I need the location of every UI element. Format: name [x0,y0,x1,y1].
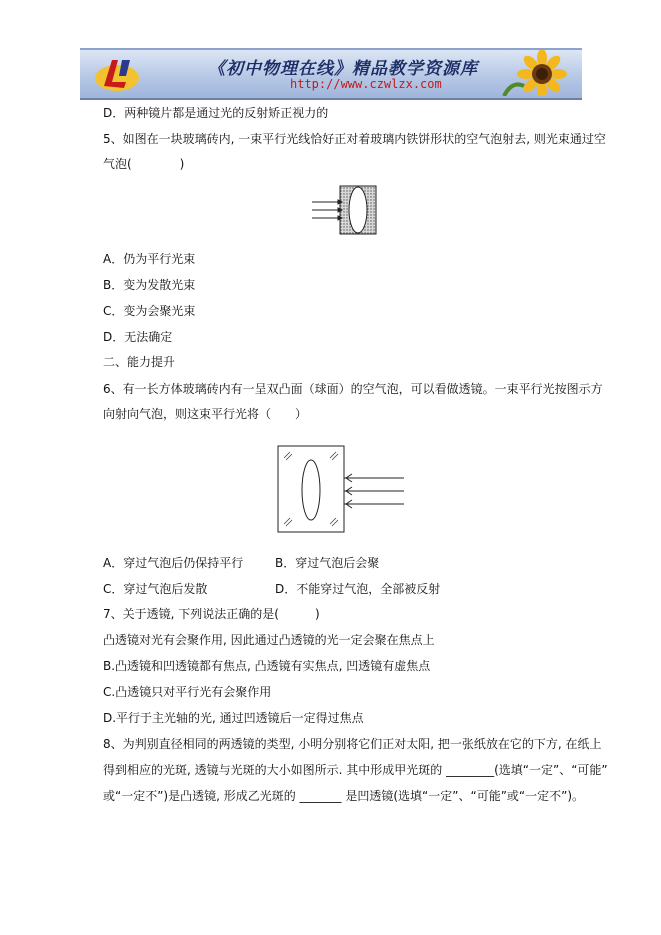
q5-stem-line2: 气泡( ) [103,157,185,171]
section-heading: 二、能力提升 [103,355,176,369]
banner-url[interactable]: http://www.czwlzx.com [290,77,442,91]
q8-stem-line3: 或“一定不”)是凸透镜, 形成乙光斑的 _______ 是凹透镜(选填“一定”、“可能”或“一定不”)。 [103,789,585,803]
q6-figure [276,444,408,534]
q6-stem-line1: 6、有一长方体玻璃砖内有一呈双凸面（球面）的空气泡，可以看做透镜。一束平行光按图示方 [103,382,603,396]
header-banner [80,48,582,100]
q5-option-b: B．变为发散光束 [103,278,196,292]
q6-option-c: C．穿过气泡后发散 [103,582,208,596]
q8-stem-line1: 8、为判别直径相同的两透镜的类型, 小明分别将它们正对太阳, 把一张纸放在它的下方, 在纸上 [103,737,602,751]
q6-option-d: D．不能穿过气泡，全部被反射 [275,582,441,596]
light-rays [312,200,342,220]
q7-option-a: 凸透镜对光有会聚作用, 因此通过凸透镜的光一定会聚在焦点上 [103,633,435,647]
q5-option-d: D．无法确定 [103,330,173,344]
q5-option-a: A．仍为平行光束 [103,252,196,266]
sunflower-icon [502,50,578,96]
q7-option-d: D.平行于主光轴的光, 通过凹透镜后一定得过焦点 [103,711,364,725]
q6-option-a: A．穿过气泡后仍保持平行 [103,556,244,570]
air-bubble [302,460,320,520]
q6-stem-line2: 向射向气泡，则这束平行光将（ ） [103,407,308,421]
light-rays [344,474,404,508]
q5-figure [310,184,378,236]
q7-option-c: C.凸透镜只对平行光有会聚作用 [103,685,272,699]
air-bubble [349,187,367,233]
q5-stem-line1: 5、如图在一块玻璃砖内, 一束平行光线恰好正对着玻璃内铁饼形状的空气泡射去, 则光束通过空 [103,132,606,146]
q7-option-b: B.凸透镜和凹透镜都有焦点, 凸透镜有实焦点, 凹透镜有虚焦点 [103,659,431,673]
banner-title: 《初中物理在线》精品教学资源库 [208,59,478,79]
q7-stem: 7、关于透镜, 下列说法正确的是( ) [103,607,320,621]
logo-icon [92,52,142,94]
q6-option-b: B．穿过气泡后会聚 [275,556,380,570]
q5-option-c: C．变为会聚光束 [103,304,196,318]
q8-stem-line2: 得到相应的光斑, 透镜与光斑的大小如图所示. 其中形成甲光斑的 ________(选填“一定”、“可能” [103,763,608,777]
q4-option-d: D．两种镜片都是通过光的反射矫正视力的 [103,106,329,120]
